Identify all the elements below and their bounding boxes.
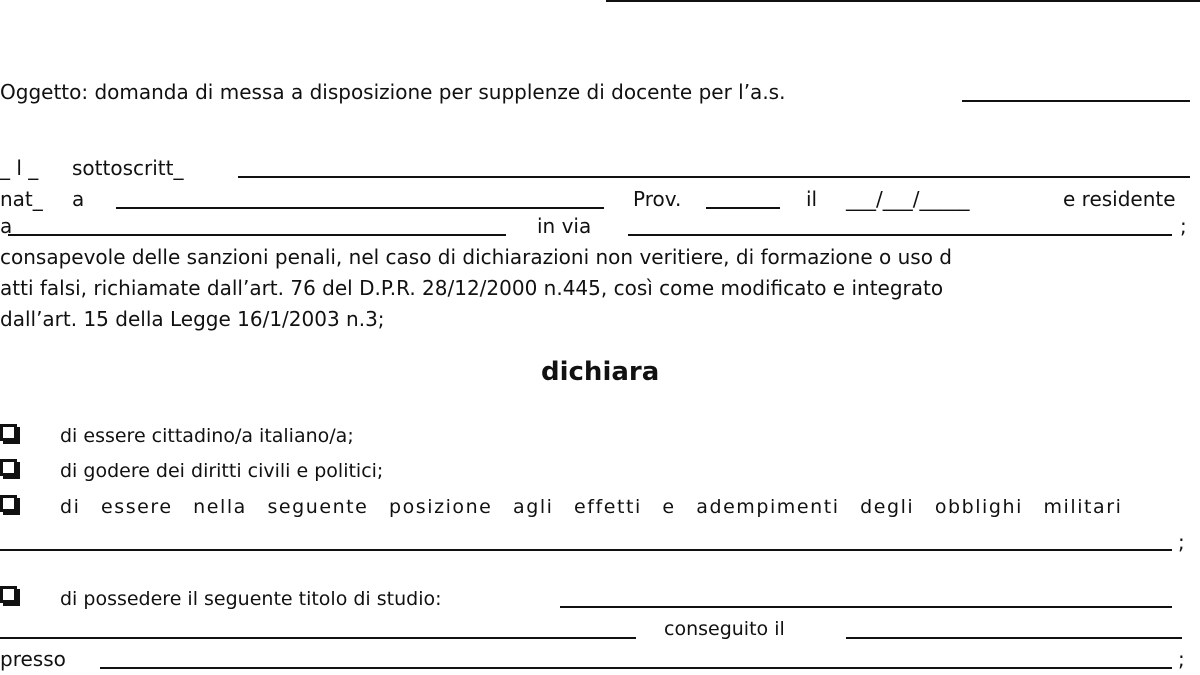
checkbox-diritti[interactable] — [0, 459, 17, 476]
birthplace-field[interactable] — [116, 207, 604, 209]
item-diritti: di godere dei diritti civili e politici; — [60, 460, 384, 482]
sottoscritto-label: sottoscritt_ — [72, 156, 184, 180]
top-rule — [606, 0, 1200, 2]
birthplace-a-label: a — [72, 187, 85, 211]
checkbox-titolo[interactable] — [0, 586, 17, 603]
nato-label: nat_ — [0, 187, 43, 211]
subject-label: Oggetto: domanda di messa a disposizione per supplenze di docente per l’a.s. — [0, 80, 786, 104]
checkbox-cittadino[interactable] — [0, 424, 17, 441]
presso-label: presso — [0, 647, 66, 671]
study-title-field[interactable] — [560, 606, 1172, 608]
conseguito-date-field[interactable] — [846, 637, 1182, 639]
residence-city-field[interactable] — [8, 234, 506, 236]
sottoscritto-prefix: _ l _ — [0, 156, 39, 180]
residence-a-label: a — [0, 214, 13, 238]
presso-field[interactable] — [100, 667, 1172, 669]
checkbox-militari[interactable] — [0, 495, 17, 512]
street-field[interactable] — [628, 234, 1172, 236]
item-cittadino: di essere cittadino/a italiano/a; — [60, 425, 354, 447]
via-label: in via — [537, 214, 592, 238]
name-field[interactable] — [238, 176, 1190, 178]
declaration-title: dichiara — [541, 357, 660, 387]
birth-date-field[interactable]: ___/___/_____ — [846, 187, 970, 211]
item-militari: di essere nella seguente posizione agli effetti e adempimenti degli obblighi militari — [60, 496, 1123, 518]
consapevole-line-3: dall’art. 15 della Legge 16/1/2003 n.3; — [0, 307, 385, 331]
il-label: il — [806, 187, 818, 211]
consapevole-line-2: atti falsi, richiamate dall’art. 76 del D.P.R. 28/12/2000 n.445, così come modificato e integrato — [0, 276, 944, 300]
military-semicolon: ; — [1178, 530, 1185, 554]
military-position-field[interactable] — [0, 549, 1172, 551]
presso-semicolon: ; — [1178, 647, 1185, 671]
residence-semicolon: ; — [1180, 214, 1187, 238]
prov-label: Prov. — [633, 187, 682, 211]
conseguito-label: conseguito il — [664, 618, 785, 640]
province-field[interactable] — [706, 207, 780, 209]
study-title-continued-field[interactable] — [0, 637, 636, 639]
consapevole-line-1: consapevole delle sanzioni penali, nel caso di dichiarazioni non veritiere, di formazione o uso d — [0, 245, 952, 269]
item-titolo: di possedere il seguente titolo di studio: — [60, 588, 442, 610]
school-year-field[interactable] — [962, 100, 1190, 102]
residente-label: e residente — [1063, 187, 1176, 211]
